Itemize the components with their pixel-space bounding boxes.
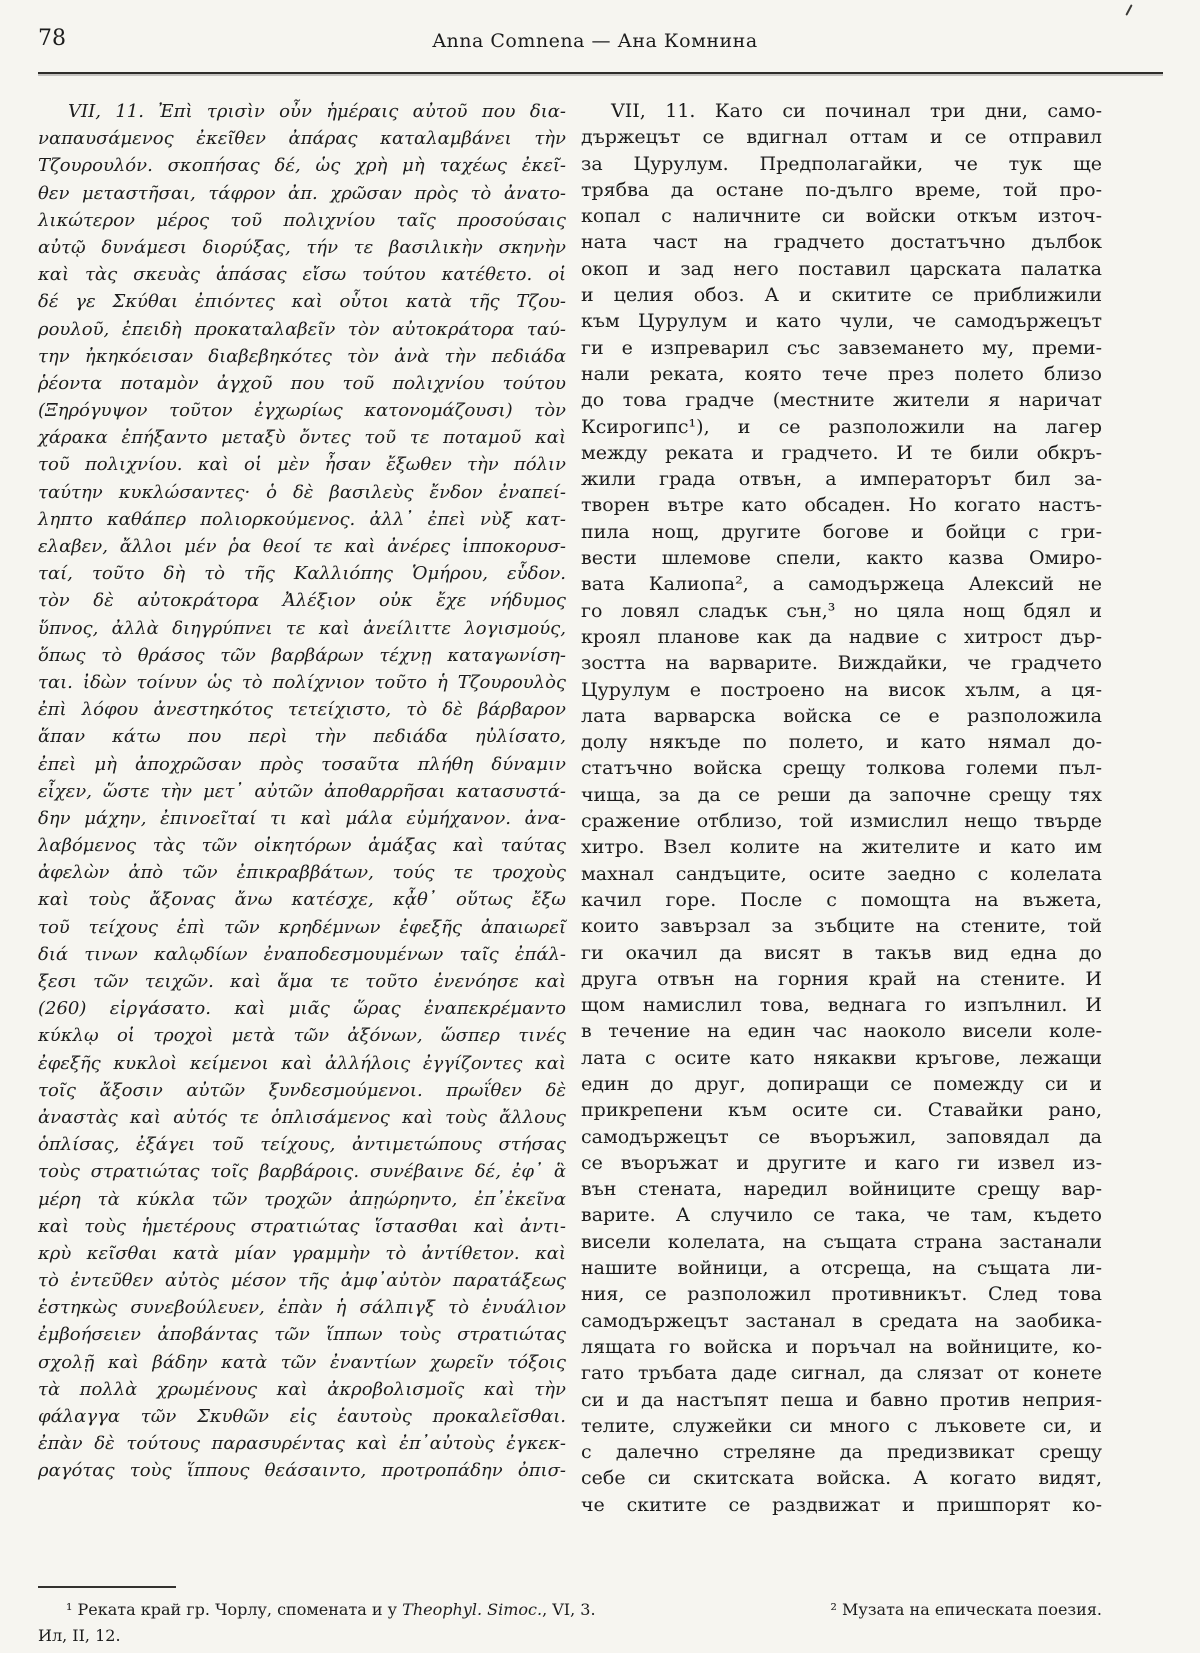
bulgarian-text-line: долу някъде по полето, и като нямал до- xyxy=(581,731,1102,754)
footnote-1 xyxy=(38,1598,596,1622)
greek-text-line: μέρη τὰ κύκλα τῶν τροχῶν ἀπῃώρηντο, ἐπ᾽ἐκεῖνα xyxy=(38,1188,566,1210)
bulgarian-text-line: вести шлемове спели, както казва Омиро- xyxy=(581,547,1102,570)
greek-text-line: τοῦ πολιχνίου. καὶ οἱ μὲν ἦσαν ἔξωθεν τὴν πόλιν xyxy=(38,454,566,476)
greek-text-line: εἶχεν, ὥστε τὴν μετ᾽ αὐτῶν ἀποθαρρῆσαι κατασυστά- xyxy=(38,780,566,802)
bulgarian-text-line: го ловял сладък сън,³ но цяла нощ бдял и xyxy=(581,599,1102,622)
bulgarian-text-line: ния, се разположил противникът. След това xyxy=(581,1283,1102,1306)
greek-text-line: τοὺς στρατιώτας τοῖς βαρβάροις. συνέβαινε δέ, ἐφ᾽ ἃ xyxy=(38,1161,566,1183)
bulgarian-text-line: нашите войници, а отсреща, на същата ли- xyxy=(581,1257,1102,1280)
bulgarian-text-line: творен вътре като обсаден. Но когато настъ- xyxy=(581,494,1102,517)
bulgarian-text-line: сражение отблизо, той измислил нещо твърде xyxy=(581,810,1102,833)
scan-artifact-mark xyxy=(1125,4,1132,16)
bulgarian-text-line: чища, за да се реши да започне срещу тях xyxy=(581,783,1102,806)
bulgarian-text-line: окоп и зад него поставил царската палатка xyxy=(581,257,1102,280)
greek-text-column xyxy=(38,98,566,1485)
bulgarian-text-line: ги окачил да висят в такъв вид една до xyxy=(581,941,1102,964)
greek-text-line: Τζουρουλόν. σκοπήσας δέ, ὡς χρὴ μὴ ταχέως ἐκεῖ- xyxy=(38,155,566,177)
bulgarian-text-line: в течение на един час наоколо висели коле- xyxy=(581,1020,1102,1043)
bulgarian-text-line: които завързал за зъбците на стените, той xyxy=(581,915,1102,938)
greek-text-line: θεν μεταστῆσαι, τάφρον ἀπ. χρῶσαν πρὸς τὸ ἀνατο- xyxy=(38,182,566,204)
bulgarian-text-line: че скитите се раздвижат и пришпорят ко- xyxy=(581,1493,1102,1516)
bulgarian-text-line: държецът се вдигнал оттам и се отправил xyxy=(581,126,1102,149)
bulgarian-text-line: кроял планове как да надвие с хитрост дър- xyxy=(581,625,1102,648)
greek-text-line: τοῦ τείχους ἐπὶ τῶν κρηδέμνων ἐφεξῆς ἀπαιωρεῖ xyxy=(38,916,566,938)
bulgarian-text-line: между реката и градчето. И те били обкръ- xyxy=(581,441,1102,464)
bulgarian-text-line: Цурулум е построено на висок хълм, а ця- xyxy=(581,678,1102,701)
page-number: 78 xyxy=(38,26,66,51)
greek-text-line: ὕπνος, ἀλλὰ διηγρύπνει τε καὶ ἀνείλιττε λογισμούς, xyxy=(38,617,566,639)
bulgarian-text-line: ги е изпреварил със завземането му, преми- xyxy=(581,336,1102,359)
greek-text-line: χάρακα ἐπήξαντο μεταξὺ ὄντες τοῦ τε ποταμοῦ καὶ xyxy=(38,427,566,449)
greek-text-line: ἐπὰν δὲ τούτους παρασυρέντας καὶ ἐπ᾽αὐτοὺς ἐγκεκ- xyxy=(38,1433,566,1455)
footnote-1-ref: , VI, 3. xyxy=(542,1600,596,1619)
bulgarian-text-line: и целия обоз. А и скитите се приближили xyxy=(581,284,1102,307)
greek-text-line: ραγότας τοὺς ἵππους θεάσαιντο, προτροπάδην ὀπισ- xyxy=(38,1460,566,1482)
greek-text-line: καὶ τοὺς ἄξονας ἄνω κατέσχε, κᾆθ᾽ οὕτως ἔξω xyxy=(38,889,566,911)
bulgarian-text-line: лата с осите като някакви кръгове, лежащи xyxy=(581,1046,1102,1069)
greek-text-line: ἑστηκὼς συνεβούλευεν, ἐπὰν ἡ σάλπιγξ τὸ ἐνυάλιον xyxy=(38,1297,566,1319)
bulgarian-text-line: друга отвън на горния край на стените. И xyxy=(581,967,1102,990)
greek-text-line: ἀφελὼν ἀπὸ τῶν ἐπικραββάτων, τούς τε τροχοὺς xyxy=(38,862,566,884)
greek-text-line: δην μάχην, ἐπινοεῖταί τι καὶ μάλα εὐμήχανον. ἀνα- xyxy=(38,807,566,829)
bulgarian-text-line: лящата го войска и поръчал на войниците, ко- xyxy=(581,1335,1102,1358)
greek-text-line: καὶ τοὺς ἡμετέρους στρατιώτας ἵστασθαι καὶ ἀντι- xyxy=(38,1215,566,1237)
greek-text-line: ἐφεξῆς κυκλοὶ κείμενοι καὶ ἀλλήλοις ἐγγίζοντες καὶ xyxy=(38,1052,566,1074)
bulgarian-text-line: щом намислил това, веднага го изпълнил. И xyxy=(581,994,1102,1017)
bulgarian-text-line: до това градче (местните жители я наричат xyxy=(581,389,1102,412)
bulgarian-text-line: махнал сандъците, осите заедно с колелата xyxy=(581,862,1102,885)
bulgarian-text-line: вата Калиопа², а самодържеца Алексий не xyxy=(581,573,1102,596)
footnote-1-text: ¹ Реката край гр. Чорлу, спомената и у xyxy=(66,1600,403,1619)
greek-text-line: ξεσι τῶν τειχῶν. καὶ ἅμα τε τοῦτο ἐνενόησε καὶ xyxy=(38,971,566,992)
bulgarian-text-line: зостта на варварите. Виждайки, че градчето xyxy=(581,652,1102,675)
header-rule xyxy=(38,72,1163,74)
footnote-line xyxy=(38,1598,1102,1622)
greek-text-line: λικώτερον μέρος τοῦ πολιχνίου ταῖς προσούσαις xyxy=(38,209,566,231)
footnote-2: ² Музата на епическата поезия. xyxy=(830,1600,1102,1619)
bulgarian-text-line: самодържецът застанал в средата на заобика- xyxy=(581,1309,1102,1332)
footnote-rule xyxy=(38,1586,176,1588)
bulgarian-text-line: с далечно стреляне да предизвикат срещу xyxy=(581,1441,1102,1464)
greek-text-line: σχολῇ καὶ βάδην κατὰ τῶν ἐναντίων χωρεῖν τόξοις xyxy=(38,1351,566,1373)
bulgarian-text-line: варите. А случило се така, че там, където xyxy=(581,1204,1102,1227)
greek-text-line: (260) εἰργάσατο. καὶ μιᾶς ὥρας ἐναπεκρέμαντο xyxy=(38,998,566,1020)
bulgarian-text-line: един до друг, допиращи се помежду си и xyxy=(581,1072,1102,1095)
greek-text-line: ταύτην κυκλώσαντες· ὁ δὲ βασιλεὺς ἔνδον ἐναπεί- xyxy=(38,481,566,503)
greek-text-line: κρὺ κεῖσθαι κατὰ μίαν γραμμὴν τὸ ἀντίθετον. καὶ xyxy=(38,1242,566,1264)
bulgarian-text-line: към Цурулум и като чули, че самодържецът xyxy=(581,310,1102,333)
greek-text-line: τὸν δὲ αὐτοκράτορα Ἀλέξιον οὐκ ἔχε νήδυμος xyxy=(38,590,566,612)
greek-text-line: (Ξηρόγυψον τοῦτον ἐγχωρίως κατονομάζουσι) τὸν xyxy=(38,400,566,422)
bulgarian-text-line: качил горе. После с помощта на въжета, xyxy=(581,888,1102,911)
footnote-1-source: Theophyl. Simoc. xyxy=(402,1600,543,1619)
bulgarian-text-line: гато тръбата даде сигнал, да слязат от конете xyxy=(581,1362,1102,1385)
bulgarian-text-line: висели колелата, на същата страна застанали xyxy=(581,1230,1102,1253)
bulgarian-text-line: статъчно войска срещу толкова големи пъл- xyxy=(581,757,1102,780)
greek-text-line: κύκλῳ οἱ τροχοὶ μετὰ τῶν ἀξόνων, ὥσπερ τινές xyxy=(38,1025,566,1047)
greek-text-line: τοῖς ἄξοσιν αὐτῶν ξυνδεσμούμενοι. πρωΐθεν δὲ xyxy=(38,1079,566,1101)
greek-text-line: ελαβεν, ἄλλοι μέν ῥα θεοί τε καὶ ἀνέρες ἱπποκορυσ- xyxy=(38,536,566,557)
bulgarian-text-line: прикрепени към осите си. Ставайки рано, xyxy=(581,1099,1102,1122)
bulgarian-text-line: нали реката, която тече през полето близо xyxy=(581,362,1102,385)
bulgarian-text-line: се въоръжат и другите и каго ги извел из- xyxy=(581,1151,1102,1174)
greek-text-line: διά τινων καλῳδίων ἐναποδεσμουμένων ταῖς ἐπάλ- xyxy=(38,943,566,965)
greek-text-line: ἐμβοήσειεν ἀποβάντας τῶν ἵππων τοὺς στρατιώτας xyxy=(38,1324,566,1346)
greek-text-line: καὶ τὰς σκευὰς ἁπάσας εἴσω τούτου κατέθετο. οἱ xyxy=(38,264,566,286)
greek-text-line: ὅπως τὸ θράσος τῶν βαρβάρων τέχνῃ καταγωνίση- xyxy=(38,644,566,666)
bulgarian-text-line: си и да настъпят пеша и бавно против неприя- xyxy=(581,1388,1102,1411)
bulgarian-text-line: VII, 11. Като си починал три дни, само- xyxy=(611,100,1102,122)
bulgarian-text-line: себе си скитската войска. А когато видят, xyxy=(581,1467,1102,1490)
greek-text-line: την ἠκηκόεισαν διαβεβηκότες τὸν ἀνὰ τὴν πεδιάδα xyxy=(38,345,566,367)
bulgarian-text-line: Ксирогипс¹), и се разположили на лагер xyxy=(581,415,1102,438)
greek-text-line: ρουλοῦ, ἐπειδὴ προκαταλαβεῖν τὸν αὐτοκράτορα ταύ- xyxy=(38,318,566,340)
greek-text-line: ἀναστὰς καὶ αὐτός τε ὁπλισάμενος καὶ τοὺς ἄλλους xyxy=(38,1106,566,1128)
bulgarian-text-line: жили града отвън, а императорът бил за- xyxy=(581,468,1102,491)
greek-text-line: ἐπὶ λόφου ἀνεστηκότος τετείχιστο, τὸ δὲ βάρβαρον xyxy=(38,699,566,721)
bulgarian-text-line: трябва да остане по-дълго време, той про- xyxy=(581,178,1102,201)
greek-text-line: VII, 11. Ἐπὶ τρισὶν οὖν ἡμέραις αὐτοῦ που δια- xyxy=(68,101,566,122)
greek-text-line: τὰ πολλὰ χρωμένους καὶ ἀκροβολισμοῖς καὶ τὴν xyxy=(38,1378,566,1400)
footnote-runover: Ил, II, 12. xyxy=(38,1626,121,1645)
bulgarian-text-line: вън стената, наредил войниците срещу вар- xyxy=(581,1178,1102,1201)
bulgarian-text-line: телите, служейки си много с лъковете си, и xyxy=(581,1414,1102,1437)
bulgarian-text-line: хитро. Взел колите на жителите и като им xyxy=(581,836,1102,859)
greek-text-line: ἐπεὶ μὴ ἀποχρῶσαν πρὸς τοσαῦτα πλήθη δύναμιν xyxy=(38,753,566,775)
bulgarian-text-line: за Цурулум. Предполагайки, че тук ще xyxy=(581,152,1102,175)
greek-text-line: φάλαγγα τῶν Σκυθῶν εἰς ἑαυτοὺς προκαλεῖσθαι. xyxy=(38,1406,566,1427)
greek-text-line: ἅπαν κάτω που περὶ τὴν πεδιάδα ηὐλίσατο, xyxy=(38,726,566,748)
greek-text-line: ῥέοντα ποταμὸν ἀγχοῦ που τοῦ πολιχνίου τούτου xyxy=(38,372,566,394)
bulgarian-text-line: ната част на градчето достатъчно дълбок xyxy=(581,231,1102,254)
bulgarian-text-column xyxy=(581,98,1102,1518)
greek-text-line: ναπαυσάμενος ἐκεῖθεν ἀπάρας καταλαμβάνει τὴν xyxy=(38,128,566,150)
greek-text-line: ται. ἰδὼν τοίνυν ὡς τὸ πολίχνιον τοῦτο ἡ Τζουρουλὸς xyxy=(38,671,566,693)
greek-text-line: ληπτο καθάπερ πολιορκούμενος. ἀλλ᾽ ἐπεὶ νὺξ κατ- xyxy=(38,508,566,530)
running-title: Anna Comnena — Ана Комнина xyxy=(432,30,758,52)
bulgarian-text-line: лата варварска войска се е разположила xyxy=(581,704,1102,727)
bulgarian-text-line: пила нощ, другите богове и бойци с гри- xyxy=(581,520,1102,543)
bulgarian-text-line: самодържецът се въоръжил, заповядал да xyxy=(581,1125,1102,1148)
greek-text-line: λαβόμενος τὰς τῶν οἰκητόρων ἁμάξας καὶ ταύτας xyxy=(38,835,566,857)
greek-text-line: αὐτῷ δυνάμεσι διορύξας, τήν τε βασιλικὴν σκηνὴν xyxy=(38,236,566,258)
greek-text-line: ὁπλίσας, ἐξάγει τοῦ τείχους, ἀντιμετώπους στήσας xyxy=(38,1134,566,1156)
bulgarian-text-line: копал с наличните си войски откъм източ- xyxy=(581,205,1102,228)
greek-text-line: τὸ ἐντεῦθεν αὐτὸς μέσον τῆς ἀμφ᾽αὐτὸν παρατάξεως xyxy=(38,1270,566,1292)
greek-text-line: ταί, τοῦτο δὴ τὸ τῆς Καλλιόπης Ὁμήρου, εὗδον. xyxy=(38,563,566,585)
greek-text-line: δέ γε Σκύθαι ἐπιόντες καὶ οὗτοι κατὰ τῆς Τζου- xyxy=(38,291,566,313)
